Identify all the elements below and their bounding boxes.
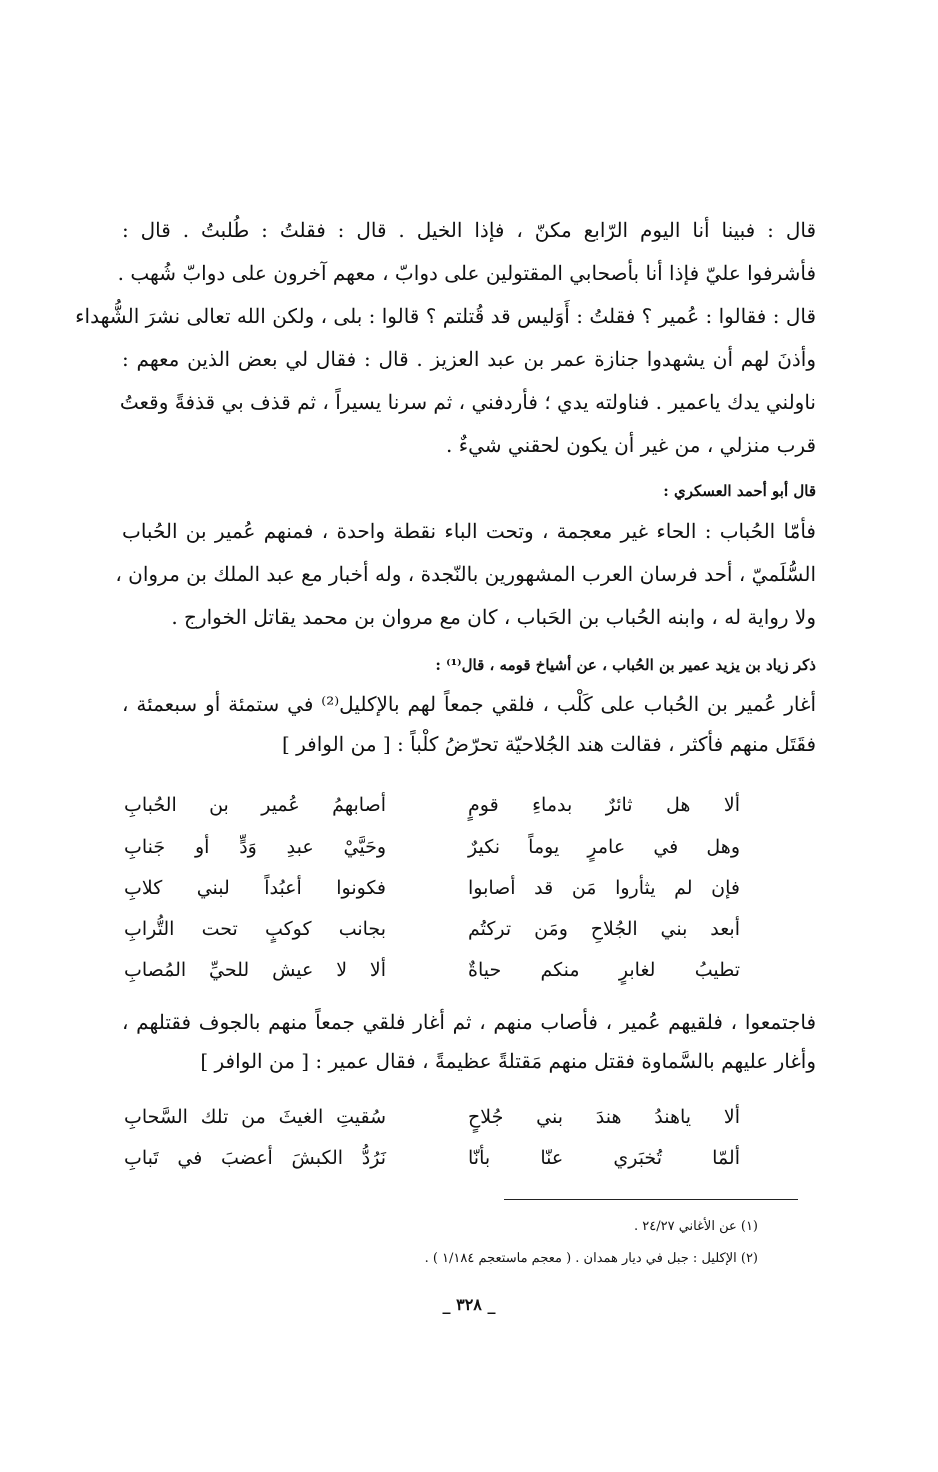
section-heading: قال أبو أحمد العسكري : xyxy=(663,482,816,500)
verse-second-hemistich: فكونوا أعبُداً لبني كلابِ xyxy=(124,877,386,899)
text-line: السُّلَميّ ، أحد فرسان العرب المشهورين بالنّجدة ، وله أخبار مع عبد الملك بن مروان ، xyxy=(115,562,816,586)
verse-second-hemistich: بجانب كوكبٍ تحت التُّرابِ xyxy=(124,918,386,940)
page-number: _ ٣٢٨ _ xyxy=(442,1295,496,1314)
verse-first-hemistich: تطيبُ لغابرٍ منكم حياةٌ xyxy=(468,959,740,981)
footnote: (٢) الإكليل : جبل في ديار همدان . ( معجم ماستعجم ١/١٨٤ ) . xyxy=(424,1251,758,1266)
text-line: فاجتمعوا ، فلقيهم عُمير ، فأصاب منهم ، ثم أغار فلقي جمعاً منهم بالجوف فقتلهم ، xyxy=(122,1010,816,1034)
text-line: فأمّا الحُباب : الحاء غير معجمة ، وتحت الباء نقطة واحدة ، فمنهم عُمير بن الحُباب xyxy=(122,519,816,543)
text-line: فأشرفوا عليّ فإذا أنا بأصحابي المقتولين على دوابّ ، معهم آخرون على دوابّ شُهب . xyxy=(117,261,816,285)
footnote: (١) عن الأغاني ٢٤/٢٧ . xyxy=(633,1219,758,1234)
verse-second-hemistich: نَرُدُّ الكبشَ أعضبَ في تَبابِ xyxy=(124,1147,386,1169)
text-line: ولا رواية له ، وابنه الحُباب بن الحَباب ، كان مع مروان بن محمد يقاتل الخوارج . xyxy=(171,605,816,629)
verse-second-hemistich: وحَيَّيْ عبدِ وَدٍّ أو جَنابِ xyxy=(124,836,386,858)
verse-second-hemistich: أصابهمُ عُمير بن الحُبابِ xyxy=(124,794,386,816)
text-line: وأغار عليهم بالسَّماوة فقتل منهم مَقتلةً عظيمةً ، فقال عمير : [ من الوافر ] xyxy=(200,1049,816,1073)
verse-first-hemistich: فإن لم يثأروا مَن قد أصابوا xyxy=(468,877,740,899)
verse-second-hemistich: ألا لا عيش للحيِّ المُصابِ xyxy=(124,959,386,981)
verse-first-hemistich: ألا ياهندُ هندَ بني جُلاحٍ xyxy=(468,1106,740,1128)
text-line: أغار عُمير بن الحُباب على كَلْب ، فلقي جمعاً لهم بالإكليل⁽²⁾ في ستمئة أو سبعمئة ، xyxy=(122,692,816,716)
text-line: قال : فبينا أنا اليوم الرّابع مكنّ ، فإذا الخيل . قال : فقلتُ : طُلبتُ . قال : xyxy=(122,218,816,242)
text-line: ناولني يدك ياعمير . فناولته يدي ؛ فأردفني ، ثم سرنا يسيراً ، ثم قذف بي قذفةً وقعتُ xyxy=(119,390,816,414)
verse-second-hemistich: سُقيتِ الغيثَ من تلك السَّحابِ xyxy=(124,1106,386,1128)
section-heading: ذكر زياد بن يزيد عمير بن الحُباب ، عن أشياخ قومه ، قال⁽¹⁾ : xyxy=(435,656,816,674)
text-line: فقَتَل منهم فأكثر ، فقالت هند الجُلاحيّة تحرّضُ كلْباً : [ من الوافر ] xyxy=(281,732,816,756)
footnote-divider xyxy=(504,1199,798,1200)
text-line: قرب منزلي ، من غير أن يكون لحقني شيءٌ . xyxy=(446,433,816,457)
verse-first-hemistich: أبعد بني الجُلاحِ ومَن تركتُم xyxy=(468,918,740,940)
verse-first-hemistich: ألمّا تُخبَري عنّا بأنّا xyxy=(468,1147,740,1169)
text-line: وأذنَ لهم أن يشهدوا جنازة عمر بن عبد العزيز . قال : فقال لي بعض الذين معهم : xyxy=(122,347,816,371)
verse-first-hemistich: ألا هل ثائرٌ بدماءِ قومٍ xyxy=(468,794,740,816)
text-line: قال : فقالوا : عُمير ؟ فقلتُ : أَوَليس قد قُتلتم ؟ قالوا : بلى ، ولكن الله تعالى نشرَ الشُّهداء xyxy=(75,304,816,328)
verse-first-hemistich: وهل في عامرٍ يوماً نكيرٌ xyxy=(468,836,740,858)
